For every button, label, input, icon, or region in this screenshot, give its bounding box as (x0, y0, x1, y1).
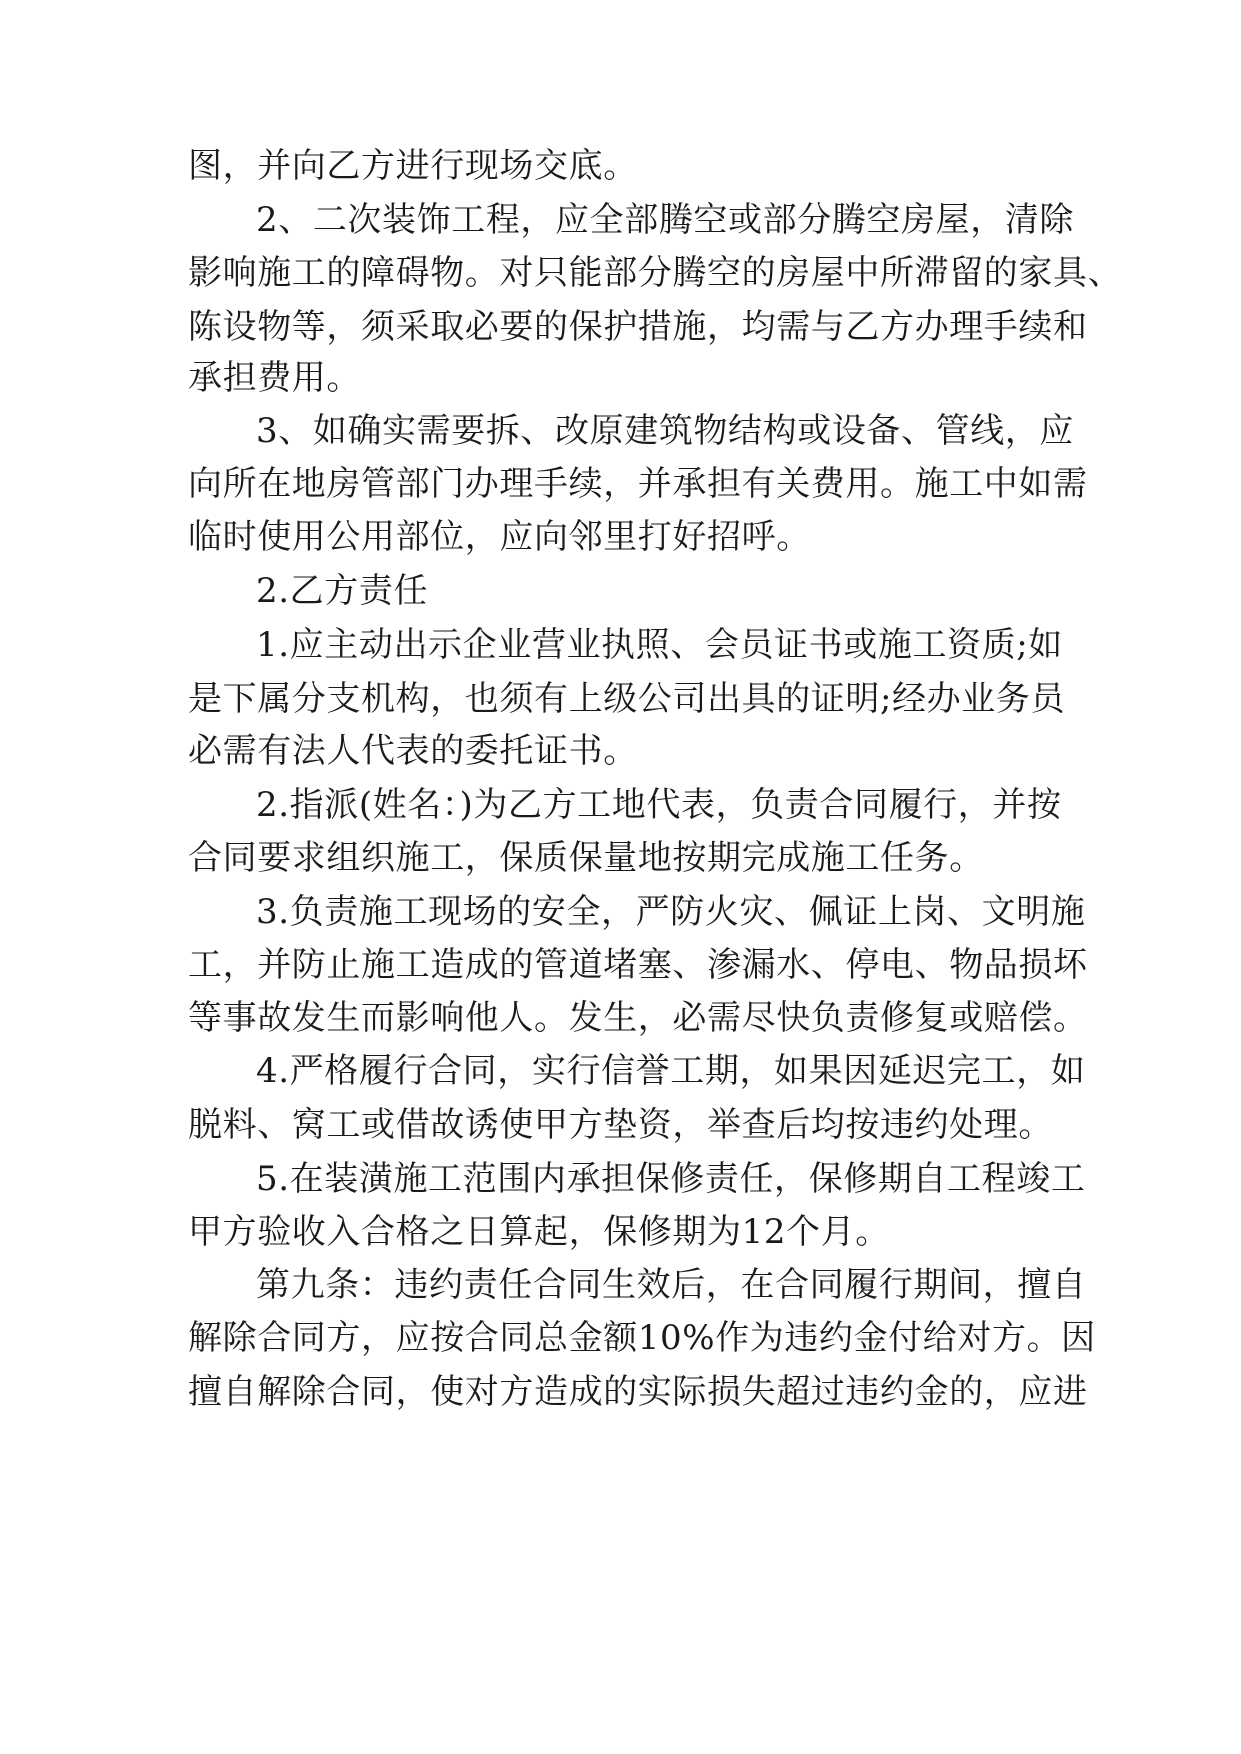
text-line-2: 2、二次装饰工程，应全部腾空或部分腾空房屋，清除 (256, 200, 1075, 240)
text-line-4: 陈设物等，须采取必要的保护措施，均需与乙方办理手续和 (188, 307, 1088, 347)
text-line-18: 4.严格履行合同，实行信誉工期，如果因延迟完工，如 (256, 1051, 1086, 1091)
text-line-5: 承担费用。 (188, 358, 361, 398)
text-line-9: 2.乙方责任 (256, 571, 429, 611)
text-line-10: 1.应主动出示企业营业执照、会员证书或施工资质;如 (256, 625, 1063, 665)
text-line-6: 3、如确实需要拆、改原建筑物结构或设备、管线，应 (256, 411, 1075, 451)
text-line-19: 脱料、窝工或借故诱使甲方垫资，举查后均按违约处理。 (188, 1105, 1053, 1145)
text-line-8: 临时使用公用部位，应向邻里打好招呼。 (188, 517, 811, 557)
text-line-15: 3.负责施工现场的安全，严防火灾、佩证上岗、文明施 (256, 892, 1086, 932)
text-line-14: 合同要求组织施工，保质保量地按期完成施工任务。 (188, 838, 984, 878)
text-line-22: 第九条：违约责任合同生效后，在合同履行期间，擅自 (256, 1265, 1087, 1305)
text-line-1: 图，并向乙方进行现场交底。 (188, 146, 638, 186)
text-line-16: 工，并防止施工造成的管道堵塞、渗漏水、停电、物品损坏 (188, 945, 1088, 985)
text-line-7: 向所在地房管部门办理手续，并承担有关费用。施工中如需 (188, 464, 1088, 504)
text-line-11: 是下属分支机构，也须有上级公司出具的证明;经办业务员 (188, 679, 1066, 719)
text-line-20: 5.在装潢施工范围内承担保修责任，保修期自工程竣工 (256, 1159, 1086, 1199)
text-line-3: 影响施工的障碍物。对只能部分腾空的房屋中所滞留的家具、 (188, 253, 1123, 293)
text-line-21: 甲方验收入合格之日算起，保修期为12个月。 (188, 1212, 890, 1252)
text-line-17: 等事故发生而影响他人。发生，必需尽快负责修复或赔偿。 (188, 998, 1088, 1038)
text-line-23: 解除合同方，应按合同总金额10%作为违约金付给对方。因 (188, 1318, 1096, 1358)
text-line-13: 2.指派(姓名：)为乙方工地代表，负责合同履行，并按 (256, 785, 1062, 825)
text-line-12: 必需有法人代表的委托证书。 (188, 731, 638, 771)
text-line-24: 擅自解除合同，使对方造成的实际损失超过违约金的，应进 (188, 1372, 1088, 1412)
